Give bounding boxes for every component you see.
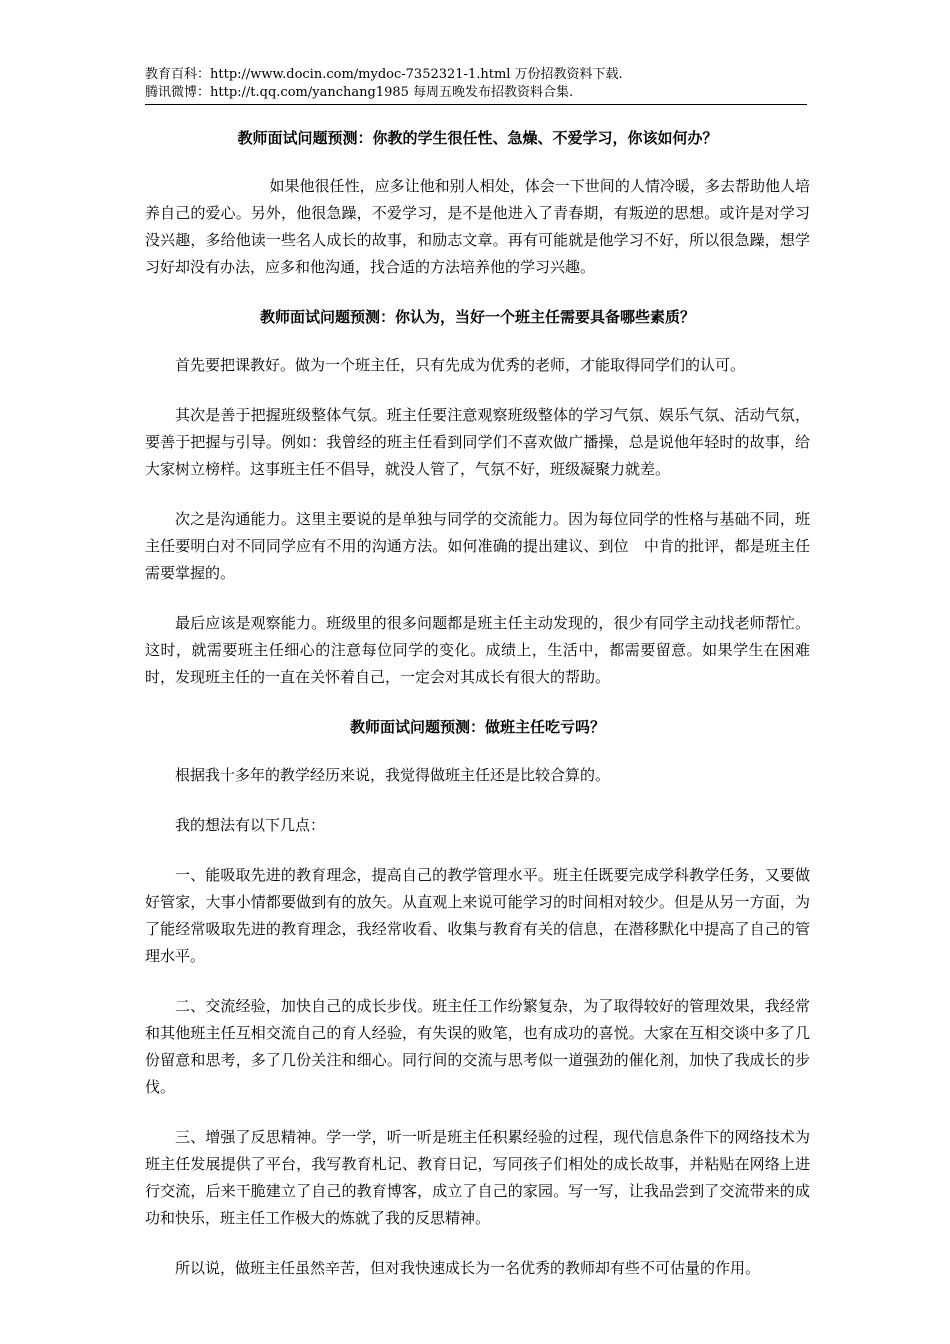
section-2-paragraph-4: 最后应该是观察能力。班级里的很多问题都是班主任主动发现的，很少有同学主动找老师帮忙。这时，就需要班主任细心的注意每位同学的变化。成绩上，生活中，都需要留意。如果学生在困难时，发现班主任的一直在关怀着自己，一定会对其成长有很大的帮助。 (145, 614, 810, 686)
section-1-paragraph-1: 如果他很任性，应多让他和别人相处，体会一下世间的人情冷暖，多去帮助他人培养自己的爱心。另外，他很急躁，不爱学习，是不是他进入了青春期，有叛逆的思想。或许是对学习没兴趣，多给他读一些名人成长的故事，和励志文章。再有可能就是他学习不好，所以很急躁，想学习好却没有办法，应多和他沟通，找合适的方法培养他的学习兴趣。 (145, 177, 810, 276)
section-3-paragraph-3: 一、能吸取先进的教育理念，提高自己的教学管理水平。班主任既要完成学科教学任务，又要做好管家，大事小情都要做到有的放矢。从直观上来说可能学习的时间相对较少。但是从另一方面，为了能经常吸取先进的教育理念，我经常收看、收集与教育有关的信息，在潜移默化中提高了自己的管理水平。 (145, 866, 810, 965)
document-body (145, 125, 810, 1282)
section-2-paragraph-1: 首先要把课教好。做为一个班主任，只有先成为优秀的老师，才能取得同学们的认可。 (175, 356, 746, 374)
section-3-paragraph-4: 二、交流经验，加快自己的成长步伐。班主任工作纷繁复杂，为了取得较好的管理效果，我经常和其他班主任互相交流自己的育人经验，有失误的败笔，也有成功的喜悦。大家在互相交谈中多了几份留意和思考，多了几份关注和细心。同行间的交流与思考似一道强劲的催化剂，加快了我成长的步伐。 (145, 997, 810, 1096)
header-line-1: 教育百科：http://www.docin.com/mydoc-7352321-1.html 万份招教资料下载. (145, 67, 623, 82)
section-2-paragraph-2: 其次是善于把握班级整体气氛。班主任要注意观察班级整体的学习气氛、娱乐气氛、活动气氛，要善于把握与引导。例如：我曾经的班主任看到同学们不喜欢做广播操，总是说他年轻时的故事，给大家树立榜样。这事班主任不倡导，就没人管了，气氛不好，班级凝聚力就差。 (145, 406, 810, 478)
section-3-paragraph-2: 我的想法有以下几点： (175, 816, 326, 834)
section-3-paragraph-5: 三、增强了反思精神。学一学，听一听是班主任积累经验的过程，现代信息条件下的网络技术为班主任发展提供了平台，我写教育札记、教育日记，写同孩子们相处的成长故事，并粘贴在网络上进行交流，后来干脆建立了自己的教育博客，成立了自己的家园。写一写，让我品尝到了交流带来的成功和快乐，班主任工作极大的炼就了我的反思精神。 (145, 1128, 810, 1227)
section-3-paragraph-1: 根据我十多年的教学经历来说，我觉得做班主任还是比较合算的。 (175, 766, 611, 784)
section-2-paragraph-3: 次之是沟通能力。这里主要说的是单独与同学的交流能力。因为每位同学的性格与基础不同，班主任要明白对不同同学应有不用的沟通方法。如何准确的提出建议、到位 中肯的批评，都是班主任需要掌握的。 (145, 510, 810, 582)
header-line-2: 腾讯微博：http://t.qq.com/yanchang1985 每周五晚发布招教资料合集. (145, 85, 574, 100)
section-3-paragraph-6: 所以说，做班主任虽然辛苦，但对我快速成长为一名优秀的教师却有些不可估量的作用。 (175, 1259, 761, 1277)
page-header (145, 66, 807, 105)
section-2-title: 教师面试问题预测：你认为，当好一个班主任需要具备哪些素质？ (259, 308, 695, 326)
section-3-title: 教师面试问题预测：做班主任吃亏吗？ (349, 718, 605, 736)
section-1-title: 教师面试问题预测：你教的学生很任性、急燥、不爱学习，你该如何办？ (237, 129, 718, 147)
